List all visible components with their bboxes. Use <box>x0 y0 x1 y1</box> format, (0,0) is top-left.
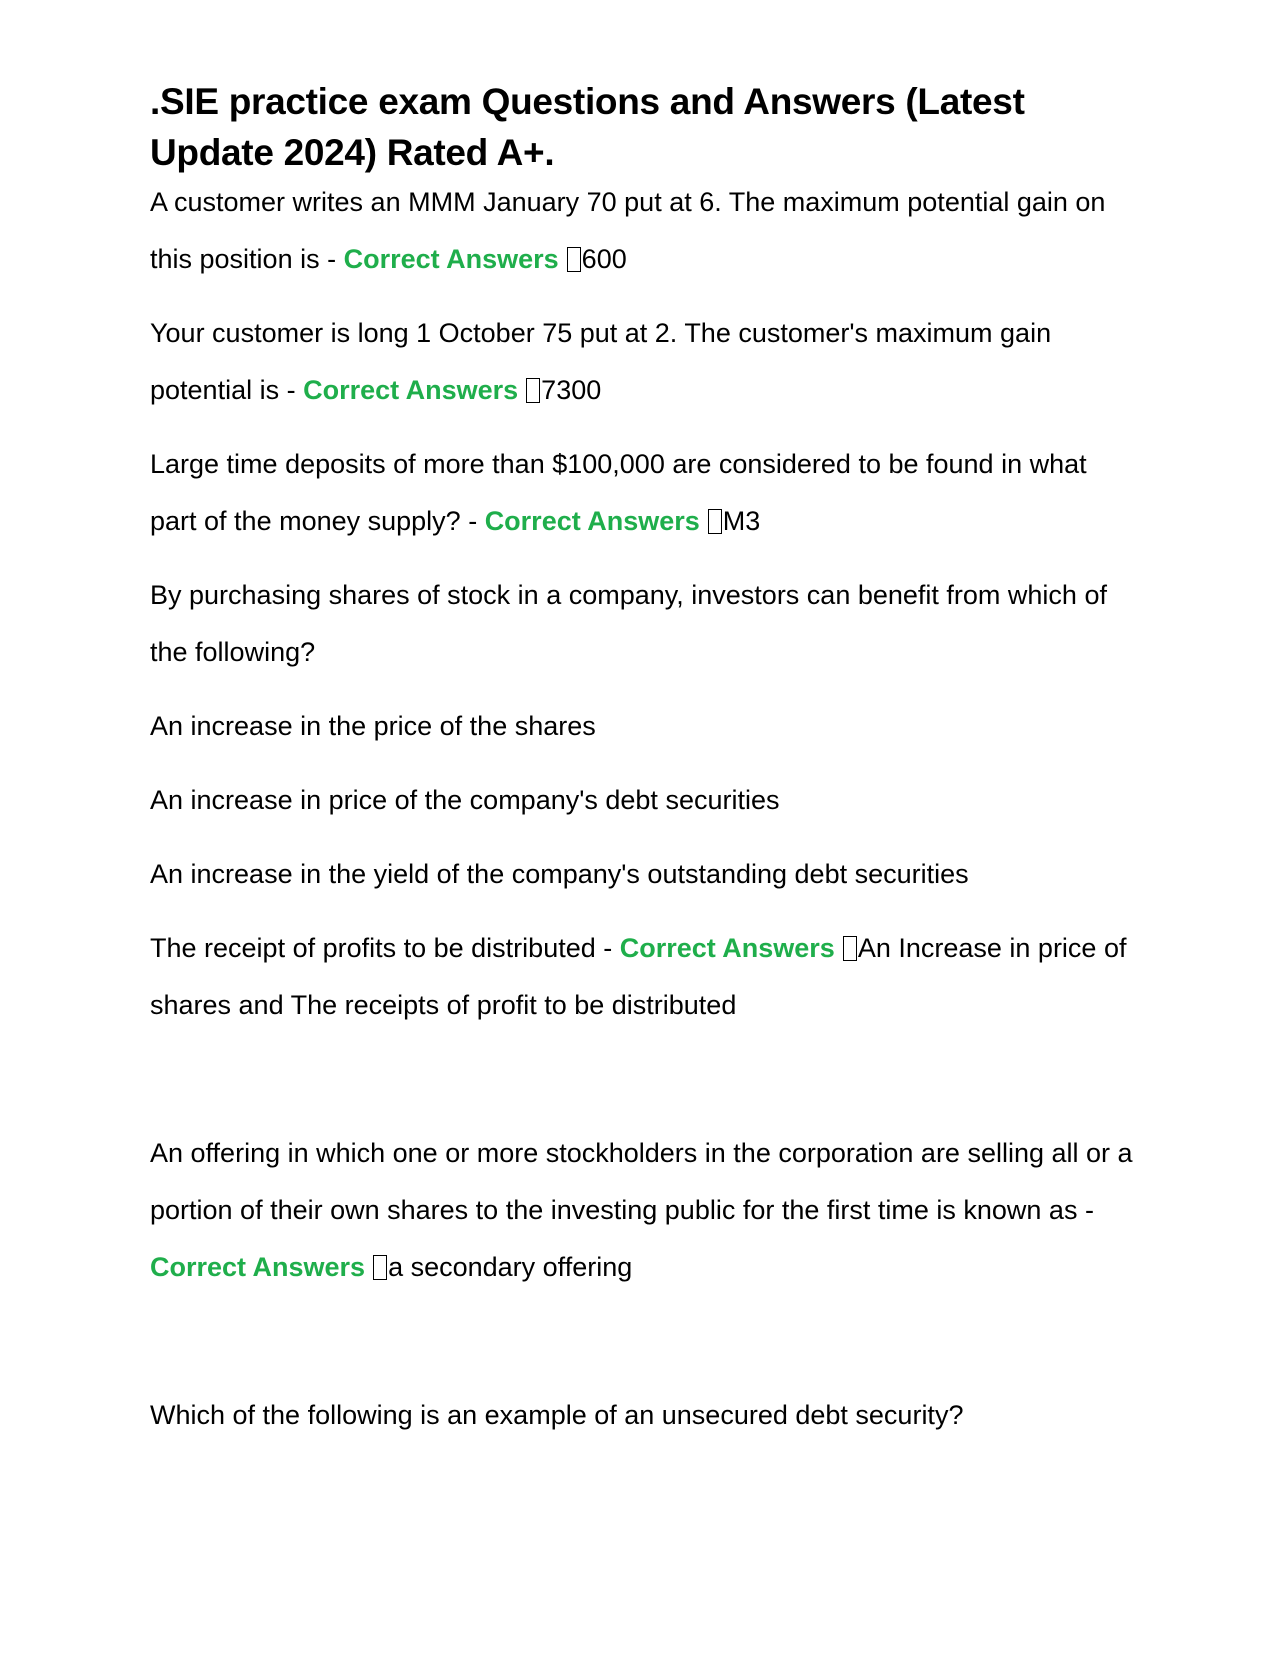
answer-text: 600 <box>581 244 627 274</box>
qa-item-4-question: By purchasing shares of stock in a company, investors can benefit from which of the following? <box>150 580 1107 667</box>
answer-text: a secondary offering <box>388 1252 633 1282</box>
question-text: Large time deposits of more than $100,000 are considered to be found in what part of the money supply? <box>150 449 1087 536</box>
correct-answers-label: Correct Answers <box>150 1252 366 1282</box>
qa-item-4-option: An increase in price of the company's debt securities <box>150 785 780 815</box>
separator: - <box>319 244 344 274</box>
qa-item-2 <box>150 305 1140 419</box>
separator: - <box>595 933 620 963</box>
missing-glyph-icon <box>373 1255 387 1280</box>
option-text: The receipt of profits to be distributed <box>150 933 596 963</box>
correct-answers-label: Correct Answers <box>619 933 835 963</box>
question-text: Your customer is long 1 October 75 put at 2. The customer's maximum gain potential is <box>150 318 1052 405</box>
blank-space <box>150 1051 1140 1125</box>
qa-item-1 <box>150 174 1140 288</box>
correct-answers-label: Correct Answers <box>303 375 519 405</box>
answer-text: M3 <box>722 506 761 536</box>
qa-item-4-option: An increase in the yield of the company's outstanding debt securities <box>150 859 969 889</box>
missing-glyph-icon <box>708 509 722 534</box>
missing-glyph-icon <box>526 378 540 403</box>
qa-item-6-question: Which of the following is an example of an unsecured debt security? <box>150 1400 964 1430</box>
document-page <box>150 76 1140 1461</box>
qa-item-4-answer <box>150 920 1140 1034</box>
missing-glyph-icon <box>567 247 581 272</box>
question-text: A customer writes an MMM January 70 put at 6. The maximum potential gain on this position is <box>150 187 1106 274</box>
qa-item-4-option: An increase in the price of the shares <box>150 711 596 741</box>
separator: - <box>460 506 485 536</box>
separator: - <box>1077 1195 1094 1225</box>
qa-item-3 <box>150 436 1140 550</box>
correct-answers-label: Correct Answers <box>343 244 559 274</box>
separator: - <box>279 375 304 405</box>
document-title: .SIE practice exam Questions and Answers (Latest Update 2024) Rated A+. <box>150 81 1025 173</box>
qa-item-5 <box>150 1125 1140 1296</box>
missing-glyph-icon <box>843 936 857 961</box>
correct-answers-label: Correct Answers <box>484 506 700 536</box>
blank-space <box>150 1313 1140 1387</box>
answer-text: An Increase in price of shares and The receipts of profit to be distributed <box>150 933 1127 1020</box>
answer-text: 7300 <box>541 375 602 405</box>
question-text: An offering in which one or more stockholders in the corporation are selling all or a portion of their own shares to the investing public for the first time is known as <box>150 1138 1133 1225</box>
